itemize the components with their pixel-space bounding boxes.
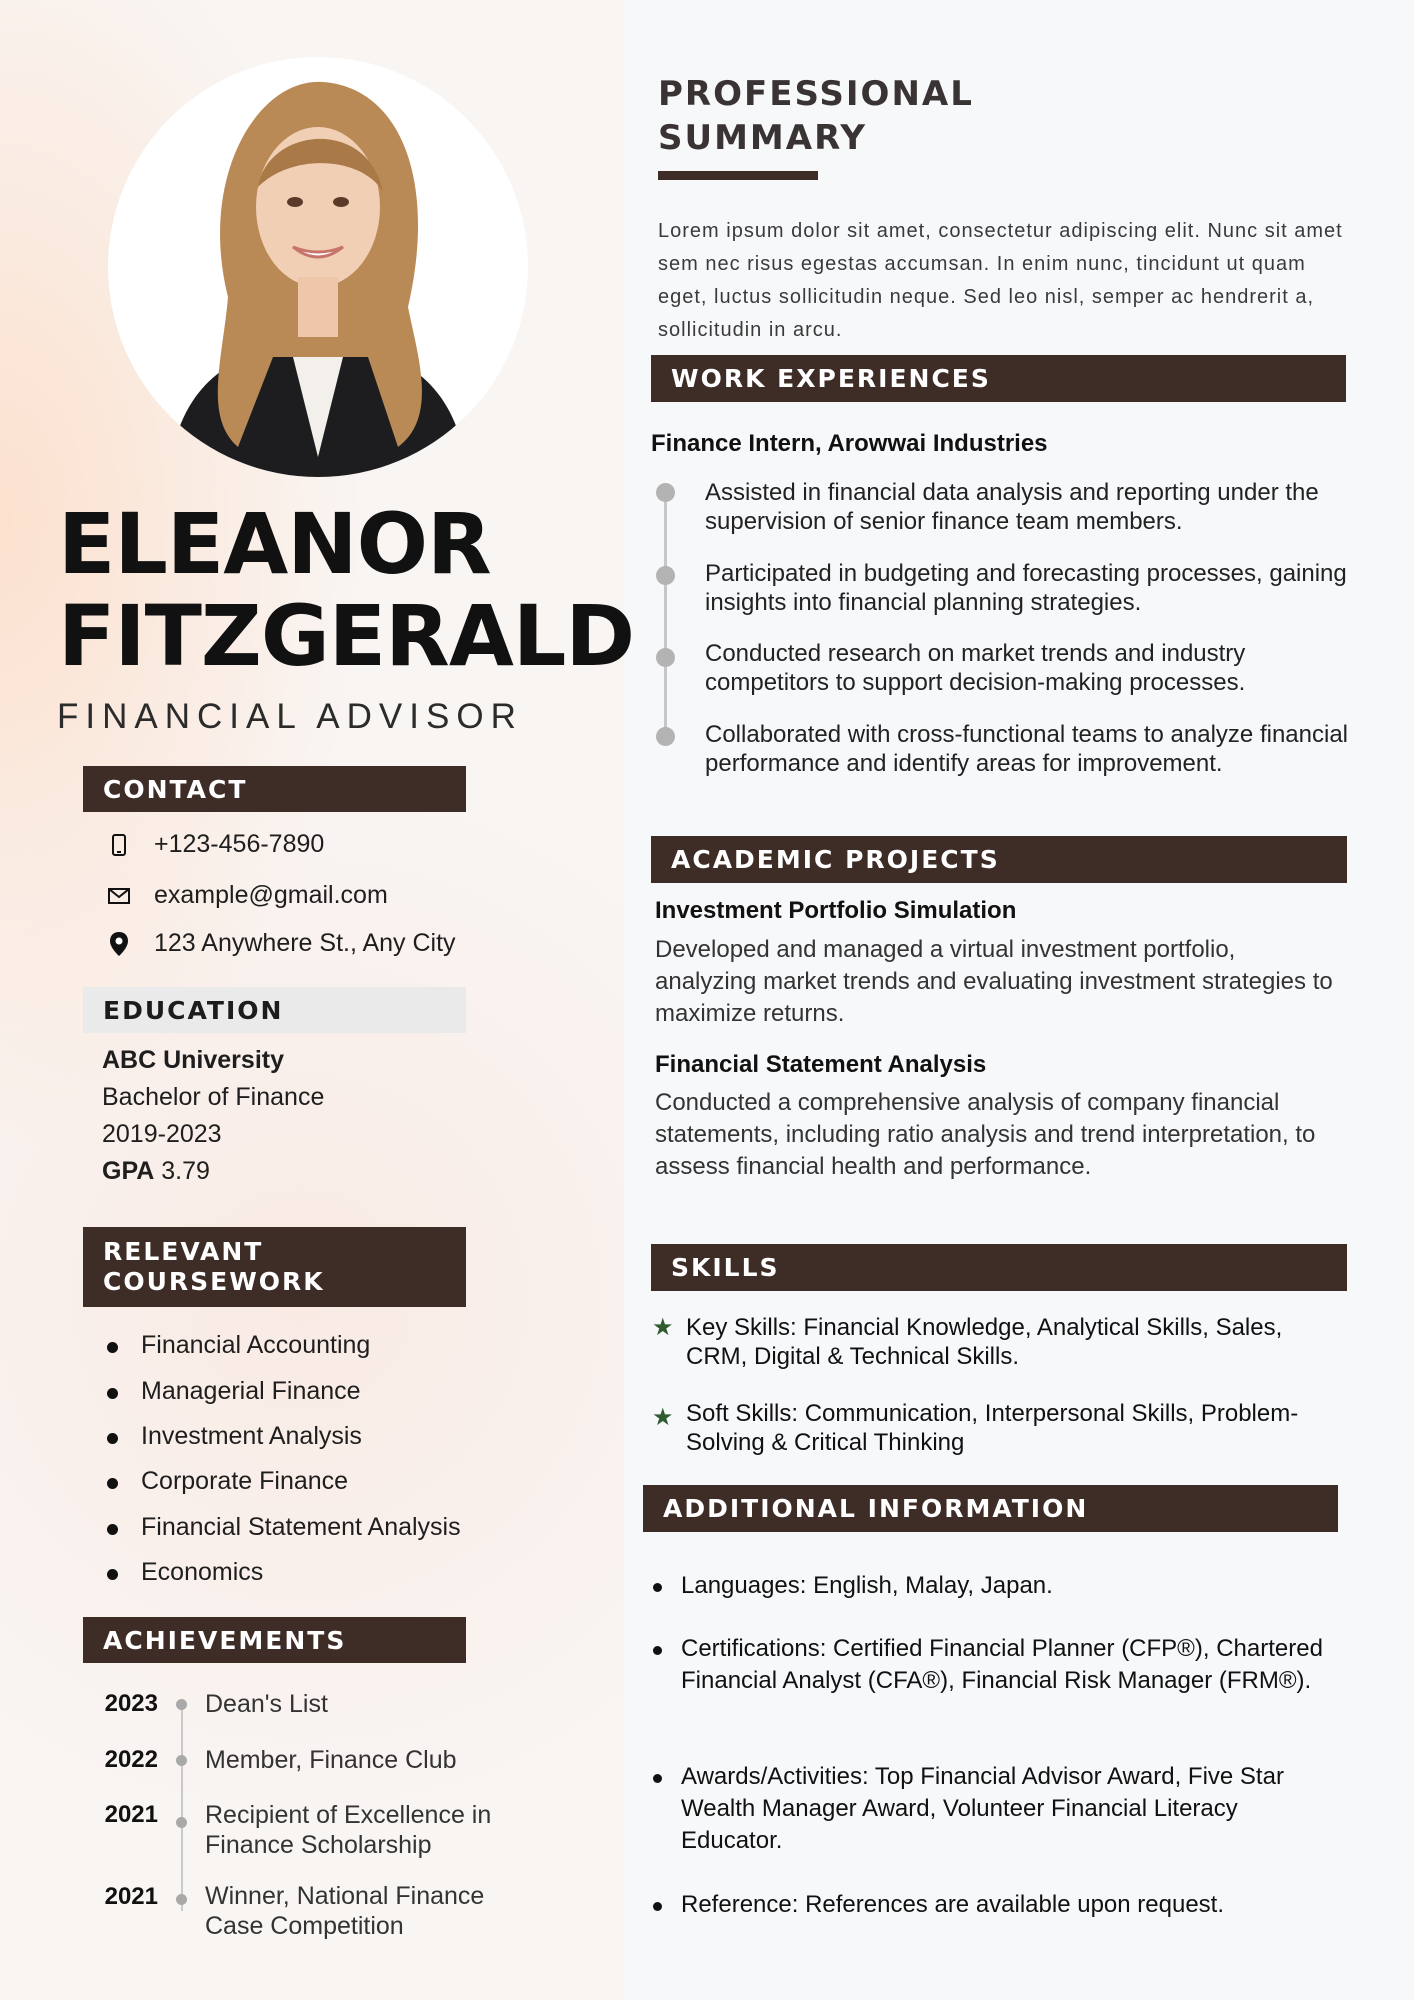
additional-item: Languages: English, Malay, Japan.: [681, 1570, 1331, 1602]
achievement-text: Member, Finance Club: [205, 1746, 457, 1774]
achievement-year: 2021: [104, 1883, 158, 1910]
summary-heading: PROFESSIONAL SUMMARY: [658, 74, 974, 158]
phone-number: +123-456-7890: [154, 830, 325, 858]
coursework-heading: [83, 1227, 466, 1307]
course-item: Financial Statement Analysis: [108, 1513, 461, 1542]
star-icon: ★: [652, 1404, 674, 1431]
timeline-dot: [656, 727, 675, 746]
education-gpa: [102, 1157, 210, 1186]
education-degree: Bachelor of Finance: [102, 1083, 325, 1111]
achievements-heading: ACHIEVEMENTS: [83, 1617, 466, 1663]
additional-item: Reference: References are available upon request.: [681, 1889, 1331, 1921]
coursework-heading-line1: RELEVANT: [103, 1237, 264, 1266]
education-school: ABC University: [102, 1046, 284, 1074]
education-years: 2019-2023: [102, 1120, 222, 1148]
achievement-year: 2021: [104, 1801, 158, 1828]
achievement-text: Dean's List: [205, 1690, 328, 1718]
timeline-dot: [656, 566, 675, 585]
additional-item: Certifications: Certified Financial Planner (CFP®), Chartered Financial Analyst (CFA®), Financial Risk Manager (FRM®).: [681, 1633, 1331, 1697]
gpa-value: 3.79: [161, 1157, 210, 1185]
additional-heading: ADDITIONAL INFORMATION: [643, 1485, 1338, 1532]
work-timeline-line: [664, 492, 667, 738]
summary-text: Lorem ipsum dolor sit amet, consectetur adipiscing elit. Nunc sit amet sem nec risus egestas accumsan. In enim nunc, tincidunt ut quam eget, luctus sollicitudin neque. Sed leo nisl, semper ac hendrerit a, sollicitudin in arcu.: [658, 220, 1343, 341]
contact-email: [106, 881, 388, 910]
timeline-dot: [176, 1817, 187, 1828]
first-name: ELEANOR: [58, 495, 491, 593]
skill-item: Key Skills: Financial Knowledge, Analytical Skills, Sales, CRM, Digital & Technical Skills.: [686, 1314, 1283, 1370]
timeline-dot: [656, 483, 675, 502]
job-title: Finance Intern, Arowwai Industries: [651, 430, 1048, 457]
mail-icon: [106, 883, 132, 909]
phone-icon: [106, 832, 132, 858]
course-item: Financial Accounting: [108, 1331, 370, 1360]
course-item: Investment Analysis: [108, 1422, 362, 1451]
additional-item: Awards/Activities: Top Financial Advisor Award, Five Star Wealth Manager Award, Volunteer Financial Literacy Educator.: [681, 1761, 1331, 1857]
job-role: FINANCIAL ADVISOR: [57, 697, 523, 736]
projects-heading: ACADEMIC PROJECTS: [651, 836, 1347, 883]
work-bullet: Conducted research on market trends and industry competitors to support decision-making processes.: [705, 640, 1246, 696]
achievement-year: 2022: [104, 1746, 158, 1773]
work-bullet: Assisted in financial data analysis and reporting under the supervision of senior finance team members.: [705, 479, 1319, 535]
timeline-dot: [176, 1699, 187, 1710]
achievement-text: Recipient of Excellence in Finance Scholarship: [205, 1801, 492, 1859]
contact-phone: [106, 830, 324, 859]
project-description: Developed and managed a virtual investment portfolio, analyzing market trends and evaluating investment strategies to maximize returns.: [655, 936, 1333, 1027]
address-text: 123 Anywhere St., Any City: [154, 929, 456, 957]
skills-heading: SKILLS: [651, 1244, 1347, 1291]
work-bullet: Collaborated with cross-functional teams to analyze financial performance and identify areas for improvement.: [705, 721, 1348, 777]
summary-underline: [658, 171, 818, 180]
timeline-dot: [176, 1894, 187, 1905]
education-heading: EDUCATION: [83, 987, 466, 1033]
work-bullet: Participated in budgeting and forecasting processes, gaining insights into financial planning strategies.: [705, 560, 1347, 616]
project-description: Conducted a comprehensive analysis of company financial statements, including ratio analysis and trend interpretation, to assess financial health and performance.: [655, 1089, 1316, 1180]
contact-address: [106, 929, 456, 958]
skill-item: Soft Skills: Communication, Interpersonal Skills, Problem-Solving & Critical Thinking: [686, 1400, 1299, 1456]
email-address: example@gmail.com: [154, 881, 388, 909]
achievements-timeline-line: [181, 1703, 183, 1911]
location-pin-icon: [106, 931, 132, 957]
contact-heading: CONTACT: [83, 766, 466, 812]
star-icon: ★: [652, 1314, 674, 1341]
course-item: Managerial Finance: [108, 1377, 361, 1406]
project-title: Investment Portfolio Simulation: [655, 897, 1017, 924]
profile-photo: [108, 57, 528, 477]
course-item: Corporate Finance: [108, 1467, 348, 1496]
last-name: FITZGERALD: [58, 587, 635, 685]
achievement-text: Winner, National Finance Case Competition: [205, 1882, 485, 1940]
course-item: Economics: [108, 1558, 263, 1587]
work-heading: WORK EXPERIENCES: [651, 355, 1346, 402]
candidate-name: [58, 495, 635, 685]
timeline-dot: [656, 648, 675, 667]
gpa-label: GPA: [102, 1157, 155, 1185]
achievement-year: 2023: [104, 1690, 158, 1717]
coursework-heading-line2: COURSEWORK: [103, 1267, 325, 1296]
timeline-dot: [176, 1755, 187, 1766]
project-title: Financial Statement Analysis: [655, 1051, 987, 1078]
